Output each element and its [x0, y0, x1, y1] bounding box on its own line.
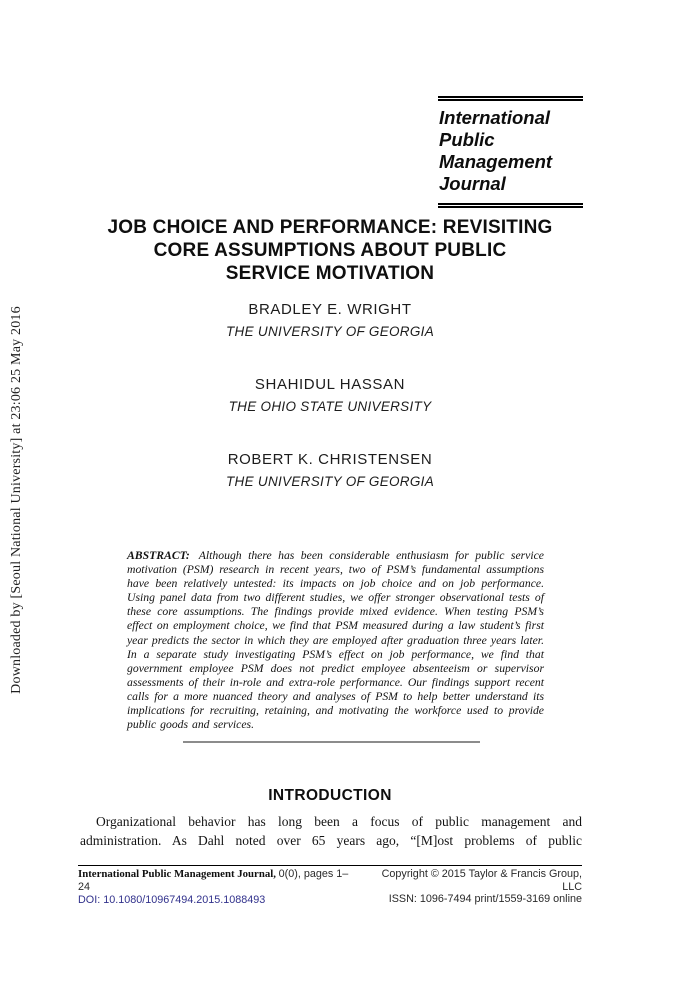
- article-title-line: CORE ASSUMPTIONS ABOUT PUBLIC: [153, 240, 507, 261]
- abstract: [127, 549, 544, 732]
- author-affiliation: THE UNIVERSITY OF GEORGIA: [225, 474, 435, 489]
- page-content: [78, 0, 582, 1000]
- author-block: [78, 302, 582, 339]
- article-title-line: SERVICE MOTIVATION: [225, 263, 435, 284]
- journal-logo: [438, 96, 583, 208]
- abstract-label: ABSTRACT:: [127, 549, 190, 562]
- abstract-text: Although there has been considerable enthusiasm for public service motivation (PSM) research in recent years, two of PSM’s fundamental assumptions have been relatively untested: its impacts on job choice and on job performance. Using panel data from two different studies, we offer stronger observational tests of these core assumptions. The findings provide mixed evidence. When testing PSM’s effect on employment choice, we find that PSM measured during a law student’s first year predicts the sector in which they are employed after graduation three years later. In a separate study investigating PSM’s effect on job performance, we find that government employee PSM does not predict employee absenteeism or supervisor assessments of their in-role and extra-role performance. Our findings support recent calls for a more nuanced theory and analyses of PSM to help better understand its implications for recruiting, retaining, and motivating the workforce used to provide public goods and services.: [127, 549, 544, 732]
- author-block: [78, 452, 582, 489]
- journal-logo-line: Management: [439, 151, 553, 172]
- journal-logo-line: International: [439, 107, 551, 128]
- download-notice: Downloaded by [Seoul National University] at 23:06 25 May 2016: [9, 306, 24, 694]
- footer-journal-line: [78, 868, 359, 893]
- author-name: SHAHIDUL HASSAN: [254, 376, 406, 393]
- footer: [78, 865, 582, 906]
- footer-journal-name: International Public Management Journal,: [78, 868, 276, 880]
- journal-logo-line: Public: [439, 129, 495, 150]
- intro-paragraph-line: Organizational behavior has long been a focus of public management and: [96, 814, 582, 829]
- author-name: BRADLEY E. WRIGHT: [248, 301, 412, 318]
- footer-issue-info: 0(0), pages 1–24: [78, 868, 349, 893]
- author-affiliation: THE OHIO STATE UNIVERSITY: [228, 399, 432, 414]
- article-title-line: JOB CHOICE AND PERFORMANCE: REVISITING: [107, 217, 553, 238]
- section-heading-introduction: INTRODUCTION: [268, 787, 392, 804]
- author-affiliation: THE UNIVERSITY OF GEORGIA: [225, 324, 435, 339]
- footer-right: [359, 868, 582, 906]
- footer-doi: DOI: 10.1080/10967494.2015.1088493: [78, 893, 266, 906]
- footer-copyright: Copyright © 2015 Taylor & Francis Group, LLC: [381, 868, 582, 893]
- article-title: [78, 216, 582, 285]
- journal-logo-line: Journal: [439, 173, 506, 194]
- intro-paragraph: [80, 813, 582, 850]
- author-block: [78, 377, 582, 414]
- footer-issn: ISSN: 1096-7494 print/1559-3169 online: [388, 893, 582, 906]
- abstract-separator-rule: [183, 741, 480, 743]
- intro-paragraph-line: administration. As Dahl noted over 65 years ago, “[M]ost problems of public: [80, 832, 582, 848]
- footer-left: [78, 868, 359, 906]
- author-name: ROBERT K. CHRISTENSEN: [227, 451, 433, 468]
